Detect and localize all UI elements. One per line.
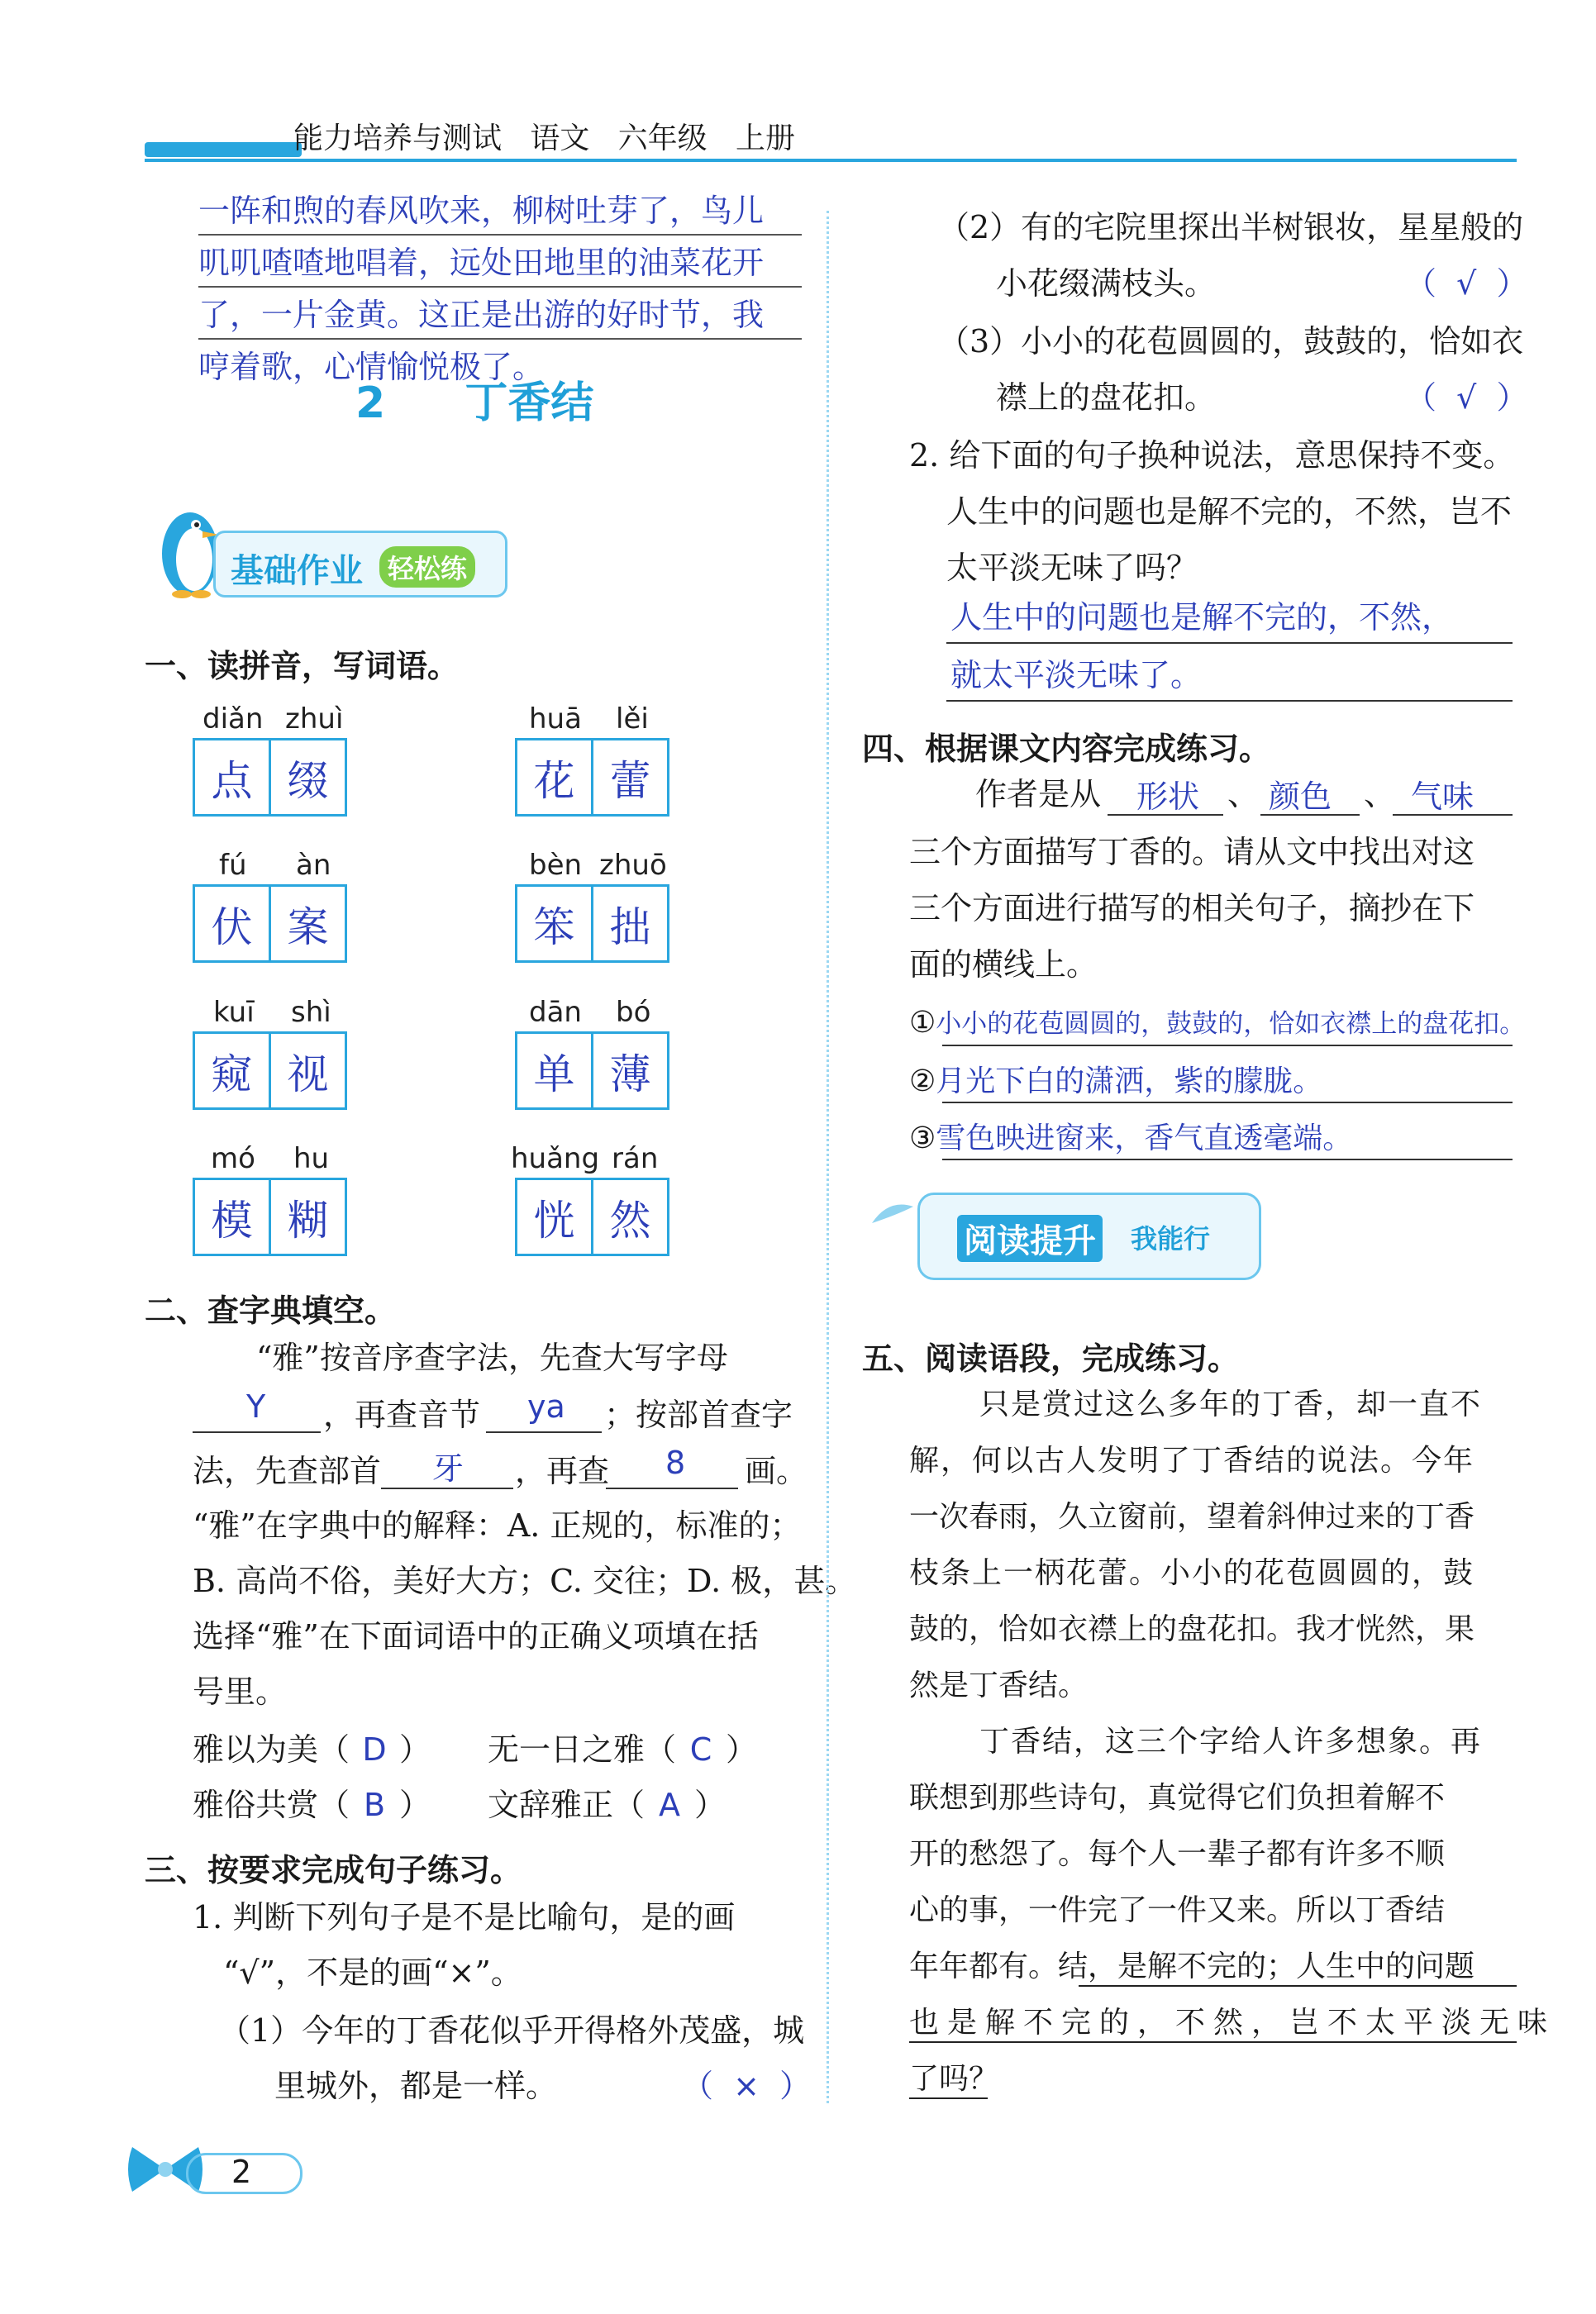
banner-main-text: 基础作业 [231,552,363,590]
section4-line: 三个方面描写丁香的。请从文中找出对这 [909,834,1475,870]
quote-answer [909,1058,1554,1100]
choice-close: ） [726,1731,758,1768]
choice-item [193,1788,431,1821]
intro-line: 了，一片金黄。这正是出游的好时节，我 [198,297,765,333]
lesson-number: 2 [355,379,386,428]
pinyin: fú [219,849,247,882]
char-box: 窥 [193,1031,271,1110]
pinyin: huǎng [511,1142,600,1175]
blank-underline [606,1488,738,1489]
char-box: 蕾 [591,738,669,817]
char-box: 模 [193,1178,271,1256]
pinyin: rán [612,1142,659,1175]
passage-line: 一次春雨，久立窗前，望着斜伸过来的丁香 [909,1500,1475,1534]
banner-tag-text: 我能行 [1131,1223,1211,1255]
passage-line: 枝条上一柄花蕾。小小的花苞圆圆的，鼓 [909,1556,1475,1590]
quote-text: 月光下白的潇洒，紫的朦胧。 [936,1064,1323,1098]
lesson-title [355,368,593,430]
passage-line: 解，何以古人发明了丁香结的说法。今年 [909,1444,1475,1478]
char-box: 糊 [269,1178,347,1256]
header-line [145,159,1517,162]
section3-title: 三、按要求完成句子练习。 [145,1852,522,1888]
intro-line: 哼着歌，心情愉悦极了。 [198,349,545,385]
page-number: 2 [231,2154,252,2190]
pinyin: mó [211,1142,255,1175]
q2-answer-line: 人生中的问题也是解不完的，不然， [950,599,1454,636]
char-box: 伏 [193,884,271,963]
choice-item [193,1733,431,1766]
dict-line3 [193,1445,808,1493]
char-box: 单 [515,1031,593,1110]
answer-underline [946,700,1513,702]
q2-line: 2. 给下面的句子换种说法，意思保持不变。 [909,437,1515,474]
answer-radical: 牙 [432,1450,465,1487]
char-box: 恍 [515,1178,593,1256]
section4-line: 三个方面进行描写的相关句子，摘抄在下 [909,890,1475,926]
header-title: 能力培养与测试 语文 六年级 上册 [293,121,795,155]
char-box: 然 [591,1178,669,1256]
dict-line: 号里。 [193,1674,288,1710]
passage-underline [909,2041,1517,2043]
pinyin: zhuì [285,702,344,736]
quote-number: ③ [909,1121,936,1155]
quote-number: ① [909,1006,936,1040]
s3-line: （3）小小的花苞圆圆的，鼓鼓的，恰如衣 [938,323,1524,359]
dict-text: ，再查音节 [323,1397,481,1433]
pinyin: dān [529,996,582,1029]
q1-line: “√”，不是的画“×”。 [223,1955,522,1991]
passage-line: 丁香结，这三个字给人许多想象。再 [979,1725,1483,1759]
char-box: 缀 [269,738,347,817]
answer-syllable: ya [527,1388,565,1425]
passage-line: 也是解不完的，不然，岂不太平淡无味 [909,2006,1556,2040]
char-box: 案 [269,884,347,963]
dict-line: 选择“雅”在下面词语中的正确义项填在括 [193,1618,759,1655]
aspects-line [975,774,1521,816]
choice-close: ） [399,1731,431,1768]
pinyin: hu [293,1142,330,1175]
passage-line: 联想到那些诗句，真觉得它们负担着解不 [909,1781,1446,1815]
leaf-icon [868,1198,917,1231]
dict-text: 法，先查部首 [193,1453,382,1489]
dict-line: B. 高尚不俗，美好大方；C. 交往；D. 极，甚。 [193,1563,857,1599]
quote-text: 小小的花苞圆圆的，鼓鼓的，恰如衣襟上的盘花扣。 [936,1009,1526,1039]
char-box: 薄 [591,1031,669,1110]
dict-line: “雅”按音序查字法，先查大写字母 [256,1340,728,1376]
intro-underline [198,286,802,288]
passage-line: 了吗？ [909,2062,999,2096]
header-accent-stripe [145,142,302,157]
section4-title: 四、根据课文内容完成练习。 [862,731,1271,767]
passage-line: 鼓的，恰如衣襟上的盘花扣。我才恍然，果 [909,1612,1475,1646]
answer-letter: Y [246,1388,266,1425]
passage-underline [909,2097,988,2099]
blank-underline [486,1431,602,1433]
choice-answer: C [689,1731,712,1768]
intro-underline [198,338,802,340]
answer-strokes: 8 [665,1445,686,1481]
intro-underline [198,234,802,236]
header-bar [145,121,1517,164]
quote-answer [909,1002,1554,1040]
s1-line: （1）今年的丁香花似乎开得格外茂盛，城 [219,2012,805,2049]
answer-underline [942,1159,1513,1160]
lesson-name: 丁香结 [465,379,594,428]
dict-line2 [193,1388,804,1436]
choice-answer: B [363,1787,386,1823]
choice-item [488,1733,757,1766]
passage-line: 年年都有。结，是解不完的；人生中的问题 [909,1950,1475,1983]
section-banner-basic [213,531,507,598]
section-banner-reading [917,1193,1261,1280]
quote-text: 雪色映进窗来，香气直透毫端。 [936,1121,1353,1155]
char-box: 视 [269,1031,347,1110]
passage-line: 开的愁怨了。每个人一辈子都有许多不顺 [909,1837,1446,1871]
section5-title: 五、阅读语段，完成练习。 [862,1340,1240,1377]
q2-line: 太平淡无味了吗？ [946,550,1198,586]
section4-line: 面的横线上。 [909,946,1098,983]
s2-answer: （ √ ） [1405,265,1528,302]
quote-answer [909,1115,1554,1157]
char-box: 笨 [515,884,593,963]
pinyin: lěi [616,702,649,736]
s3-answer: （ √ ） [1405,379,1528,416]
answer-underline [942,1045,1513,1046]
column-divider [827,211,829,2103]
aspects-text: 作者是从 [975,776,1102,812]
dict-text: ，再查 [515,1453,610,1489]
choice-close: ） [694,1787,727,1823]
banner-main-text: 阅读提升 [957,1215,1103,1262]
quote-number: ② [909,1064,936,1098]
pinyin: zhuō [599,849,667,882]
intro-line: 叽叽喳喳地唱着，远处田地里的油菜花开 [198,245,765,281]
pinyin: shì [291,996,331,1029]
char-box: 点 [193,738,271,817]
dict-text: ；按部首查字 [604,1397,793,1433]
section2-title: 二、查字典填空。 [145,1293,397,1329]
q2-line: 人生中的问题也是解不完的，不然，岂不 [946,493,1513,530]
pinyin: huā [529,702,582,736]
answer-underline [942,1102,1513,1103]
s1-answer: （ × ） [682,2068,812,2104]
q2-answer-line: 就太平淡无味了。 [950,657,1203,693]
s1-line: 里城外，都是一样。 [274,2068,558,2104]
passage-line: 心的事，一件完了一件又来。所以丁香结 [909,1893,1446,1927]
passage-line: 然是丁香结。 [909,1669,1089,1702]
q1-line: 1. 判断下列句子是不是比喻句，是的画 [193,1899,736,1935]
pinyin: àn [296,849,331,882]
s2-line: （2）有的宅院里探出半树银妆，星星般的 [938,209,1524,245]
choice-text: 文辞雅正（ [488,1787,646,1823]
passage-underline [1079,1985,1517,1987]
dict-text: 画。 [745,1453,808,1489]
choice-close: ） [399,1787,431,1823]
aspect-answer: 气味 [1411,778,1475,815]
passage-line: 只是赏过这么多年的丁香，却一直不 [979,1388,1483,1421]
char-box: 花 [515,738,593,817]
s2-line: 小花缀满枝头。 [996,265,1217,302]
s3-line: 襟上的盘花扣。 [996,379,1217,416]
choice-answer: D [362,1731,387,1768]
pinyin: bèn [529,849,583,882]
banner-tag-text: 轻松练 [379,546,475,588]
answer-underline [946,642,1513,644]
choice-text: 雅以为美（ [193,1731,350,1768]
choice-item [488,1788,726,1821]
aspects-sep: 、 [1227,776,1260,812]
aspects-sep: 、 [1364,776,1396,812]
intro-line: 一阵和煦的春风吹来，柳树吐芽了，鸟儿 [198,193,765,229]
pinyin: bó [616,996,651,1029]
dict-line: “雅”在字典中的解释：A. 正规的，标准的； [193,1507,802,1544]
char-box: 拙 [591,884,669,963]
blank-underline [193,1431,321,1433]
aspect-answer: 形状 [1136,778,1200,815]
choice-answer: A [659,1787,681,1823]
pinyin: kuī [213,996,255,1029]
aspect-answer: 颜色 [1269,778,1332,815]
section1-title: 一、读拼音，写词语。 [145,648,460,684]
choice-text: 无一日之雅（ [488,1731,677,1768]
pinyin: diǎn [202,702,264,736]
choice-text: 雅俗共赏（ [193,1787,350,1823]
